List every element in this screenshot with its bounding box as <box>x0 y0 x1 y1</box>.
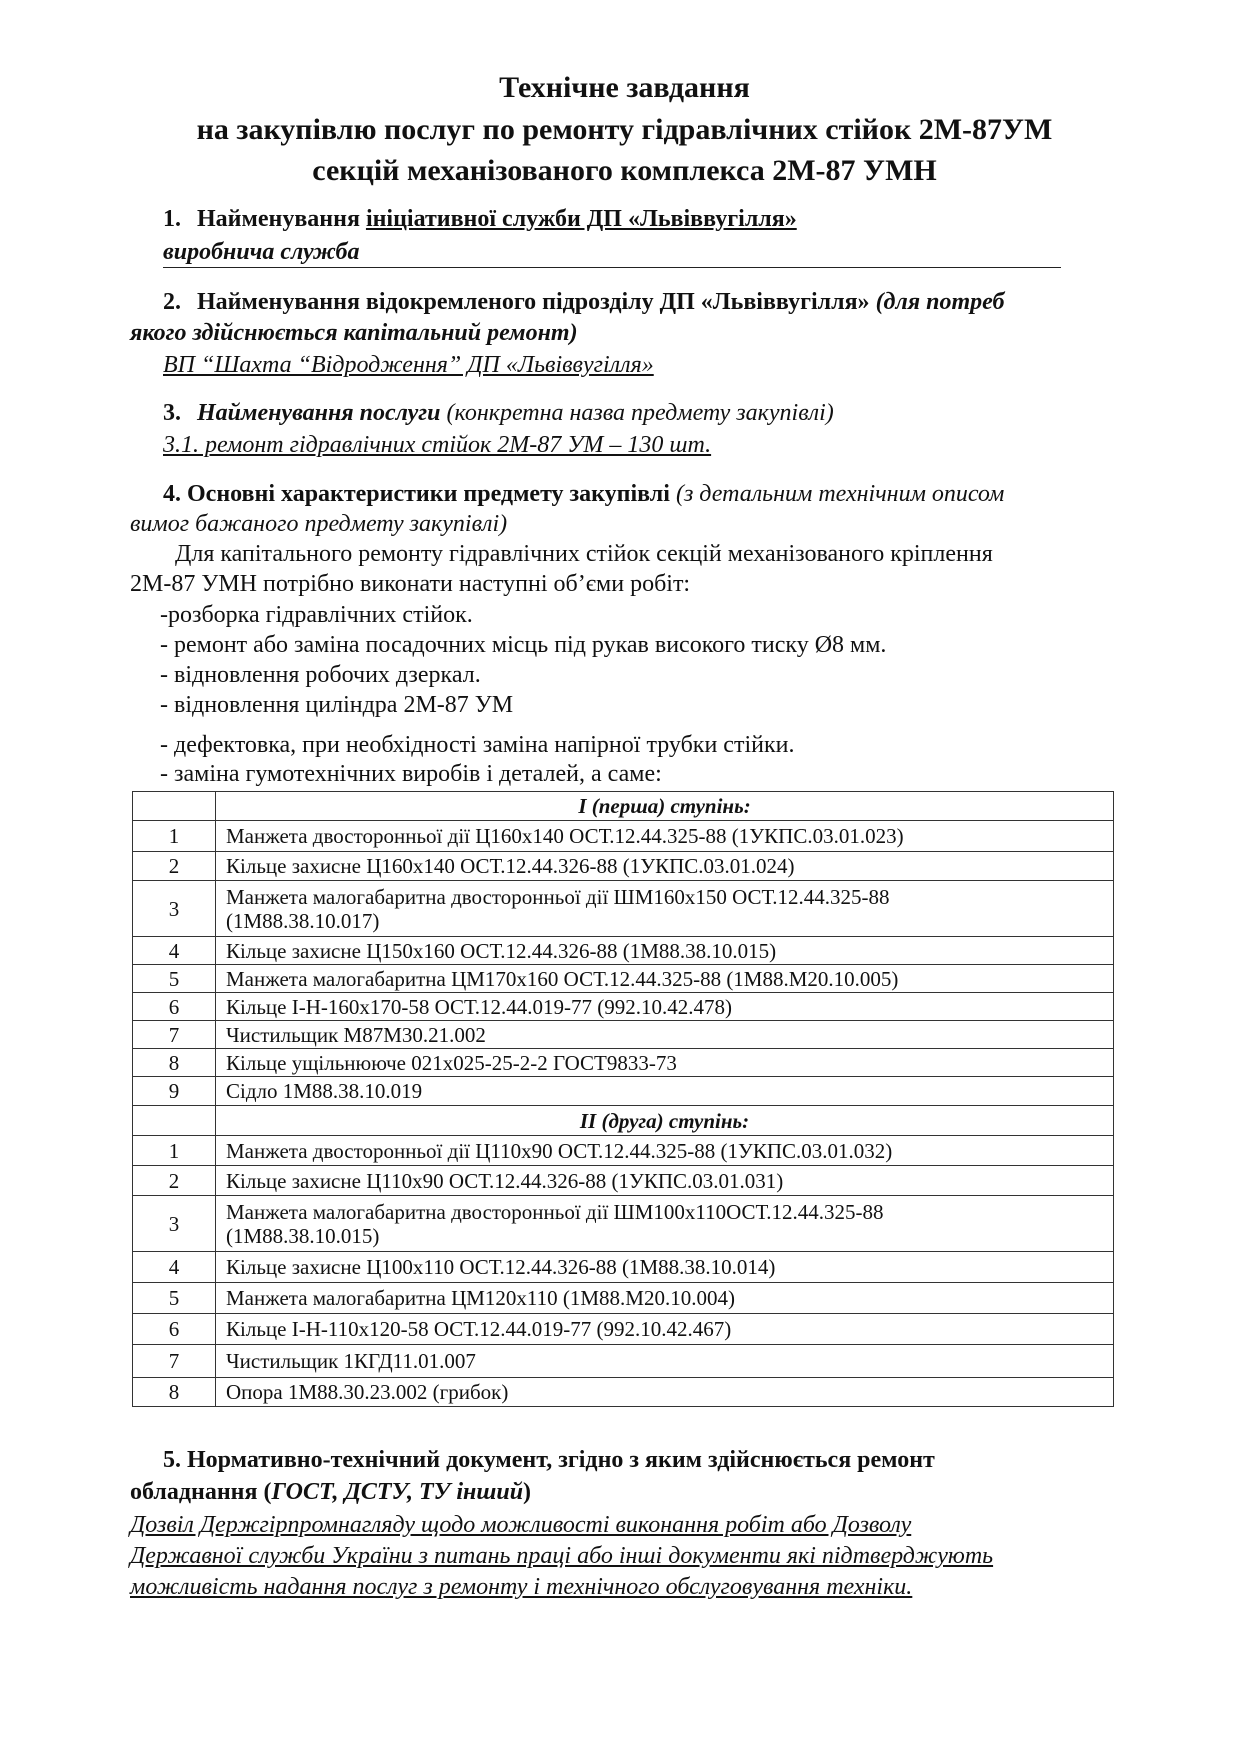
row-number: 6 <box>133 1314 216 1345</box>
table-stage-header <box>133 1106 1114 1136</box>
section-2-note-a: (для потреб <box>869 289 1005 315</box>
row-number: 3 <box>133 881 216 937</box>
section-4-label: 4. Основні характеристики предмету закупівлі <box>163 481 670 507</box>
row-description: Кільце I-Н-110х120-58 ОСТ.12.44.019-77 (992.10.42.467) <box>216 1314 1114 1345</box>
section-4-note-a: (з детальним технічним описом <box>669 481 1005 507</box>
section-1-value: виробнича служба <box>163 237 1061 268</box>
table-row <box>133 1021 1114 1049</box>
row-description-line1: Манжета малогабаритна двосторонньої дії ШМ160х150 ОСТ.12.44.325-88 <box>226 884 890 909</box>
section-2-value: ВП “Шахта “Відродження” ДП «Львіввугілля» <box>163 352 654 378</box>
row-description: Кільце захисне Ц160х140 ОСТ.12.44.326-88 (1УКПС.03.01.024) <box>216 852 1114 881</box>
table-row <box>133 852 1114 881</box>
row-number: 5 <box>133 1283 216 1314</box>
row-description: Манжета двосторонньої дії Ц110х90 ОСТ.12.44.325-88 (1УКПС.03.01.032) <box>216 1136 1114 1166</box>
work-item: - заміна гумотехнічних виробів і деталей, а саме: <box>160 761 662 787</box>
section-2-label: Найменування відокремленого підрозділу ДП «Львіввугілля» <box>197 289 870 315</box>
doc-title-line1: Технічне завдання <box>499 71 750 104</box>
row-number: 8 <box>133 1378 216 1407</box>
table-row <box>133 881 1114 937</box>
section-4-intro-a: Для капітального ремонту гідравлічних стійок секцій механізованого кріплення <box>175 541 993 567</box>
row-description: Манжета малогабаритна ЦМ120х110 (1М88.М20.10.004) <box>216 1283 1114 1314</box>
table-row <box>133 993 1114 1021</box>
doc-title-line3: секцій механізованого комплекса 2М-87 УМН <box>312 154 937 187</box>
row-number: 7 <box>133 1345 216 1378</box>
row-description <box>216 1196 1114 1252</box>
section-5-label-b: обладнання ( <box>130 1479 272 1505</box>
section-5-value-line: Дозвіл Держгірпромнагляду щодо можливості виконання робіт або Дозволу <box>130 1512 912 1538</box>
work-item: - відновлення циліндра 2М-87 УМ <box>160 692 514 718</box>
row-description: Манжета двосторонньої дії Ц160х140 ОСТ.12.44.325-88 (1УКПС.03.01.023) <box>216 821 1114 852</box>
table-row <box>133 1077 1114 1106</box>
row-number: 4 <box>133 937 216 965</box>
table-row <box>133 1314 1114 1345</box>
table-row <box>133 1378 1114 1407</box>
row-description-line2: (1М88.38.10.015) <box>226 1223 380 1248</box>
stage-1-title: I (перша) ступінь: <box>216 792 1114 821</box>
row-description: Опора 1М88.30.23.002 (грибок) <box>216 1378 1114 1407</box>
work-item: -розборка гідравлічних стійок. <box>160 602 473 628</box>
section-5-value-line: можливість надання послуг з ремонту і технічного обслуговування техніки. <box>130 1574 913 1600</box>
row-description: Кільце захисне Ц100х110 ОСТ.12.44.326-88 (1М88.38.10.014) <box>216 1252 1114 1283</box>
table-row <box>133 1196 1114 1252</box>
row-description: Кільце захисне Ц150х160 ОСТ.12.44.326-88 (1М88.38.10.015) <box>216 937 1114 965</box>
row-number: 1 <box>133 821 216 852</box>
table-row <box>133 937 1114 965</box>
table-row <box>133 1283 1114 1314</box>
work-item: - дефектовка, при необхідності заміна напірної трубки стійки. <box>160 732 795 758</box>
row-description: Манжета малогабаритна ЦМ170х160 ОСТ.12.44.325-88 (1М88.М20.10.005) <box>216 965 1114 993</box>
section-3-heading <box>163 398 1063 428</box>
row-description-line2: (1М88.38.10.017) <box>226 908 380 933</box>
section-2-number: 2. <box>163 289 181 315</box>
section-4-heading <box>163 479 1123 509</box>
table-row <box>133 1345 1114 1378</box>
row-description: Кільце захисне Ц110х90 ОСТ.12.44.326-88 (1УКПС.03.01.031) <box>216 1166 1114 1196</box>
section-1-label-underlined: ініціативної служби ДП «Львіввугілля» <box>365 206 797 232</box>
work-item: - ремонт або заміна посадочних місць під рукав високого тиску Ø8 мм. <box>160 632 887 658</box>
doc-title-line2: на закупівлю послуг по ремонту гідравлічних стійок 2М-87УМ <box>196 113 1053 146</box>
section-2-note-b: якого здійснюється капітальний ремонт) <box>130 320 578 346</box>
row-number: 6 <box>133 993 216 1021</box>
row-description-line1: Манжета малогабаритна двосторонньої дії ШМ100х110ОСТ.12.44.325-88 <box>226 1199 884 1224</box>
section-4-intro-b: 2М-87 УМН потрібно виконати наступні об’єми робіт: <box>130 571 691 597</box>
table-row <box>133 1252 1114 1283</box>
row-description: Кільце ущільнююче 021х025-25-2-2 ГОСТ9833-73 <box>216 1049 1114 1077</box>
row-number: 2 <box>133 1166 216 1196</box>
table-stage-header <box>133 792 1114 821</box>
parts-table <box>132 791 1114 1407</box>
row-description: Кільце I-Н-160х170-58 ОСТ.12.44.019-77 (992.10.42.478) <box>216 993 1114 1021</box>
row-number: 8 <box>133 1049 216 1077</box>
table-row <box>133 821 1114 852</box>
section-5-heading-b <box>130 1477 531 1507</box>
section-3-value: 3.1. ремонт гідравлічних стійок 2М-87 УМ – 130 шт. <box>163 432 712 458</box>
table-row <box>133 965 1114 993</box>
table-row <box>133 1136 1114 1166</box>
row-number: 1 <box>133 1136 216 1166</box>
row-number: 9 <box>133 1077 216 1106</box>
row-description <box>216 881 1114 937</box>
row-number: 7 <box>133 1021 216 1049</box>
section-5-value-line: Державної служби України з питань праці або інші документи які підтверджують <box>130 1543 994 1569</box>
section-5-heading-a: 5. Нормативно-технічний документ, згідно з яким здійснюється ремонт <box>163 1447 935 1473</box>
row-description: Чистильщик 1КГД11.01.007 <box>216 1345 1114 1378</box>
section-2-heading <box>163 287 1123 317</box>
row-description: Чистильщик М87М30.21.002 <box>216 1021 1114 1049</box>
section-3-label: Найменування послуги <box>197 400 441 426</box>
table-row <box>133 1166 1114 1196</box>
work-item: - відновлення робочих дзеркал. <box>160 662 481 688</box>
section-1-number: 1. <box>163 206 181 232</box>
stage-2-title: II (друга) ступінь: <box>216 1106 1114 1136</box>
section-3-note: (конкретна назва предмету закупівлі) <box>440 400 834 426</box>
section-5-label-bi: ГОСТ, ДСТУ, ТУ інший <box>271 1479 524 1505</box>
row-number: 2 <box>133 852 216 881</box>
row-number: 4 <box>133 1252 216 1283</box>
section-3-number: 3. <box>163 400 181 426</box>
row-description: Сідло 1М88.38.10.019 <box>216 1077 1114 1106</box>
section-1-heading <box>163 204 1063 234</box>
table-row <box>133 1049 1114 1077</box>
section-5-label-c: ) <box>523 1479 532 1505</box>
row-number: 5 <box>133 965 216 993</box>
row-number: 3 <box>133 1196 216 1252</box>
section-1-label: Найменування <box>197 206 366 232</box>
section-4-note-b: вимог бажаного предмету закупівлі) <box>130 511 508 537</box>
